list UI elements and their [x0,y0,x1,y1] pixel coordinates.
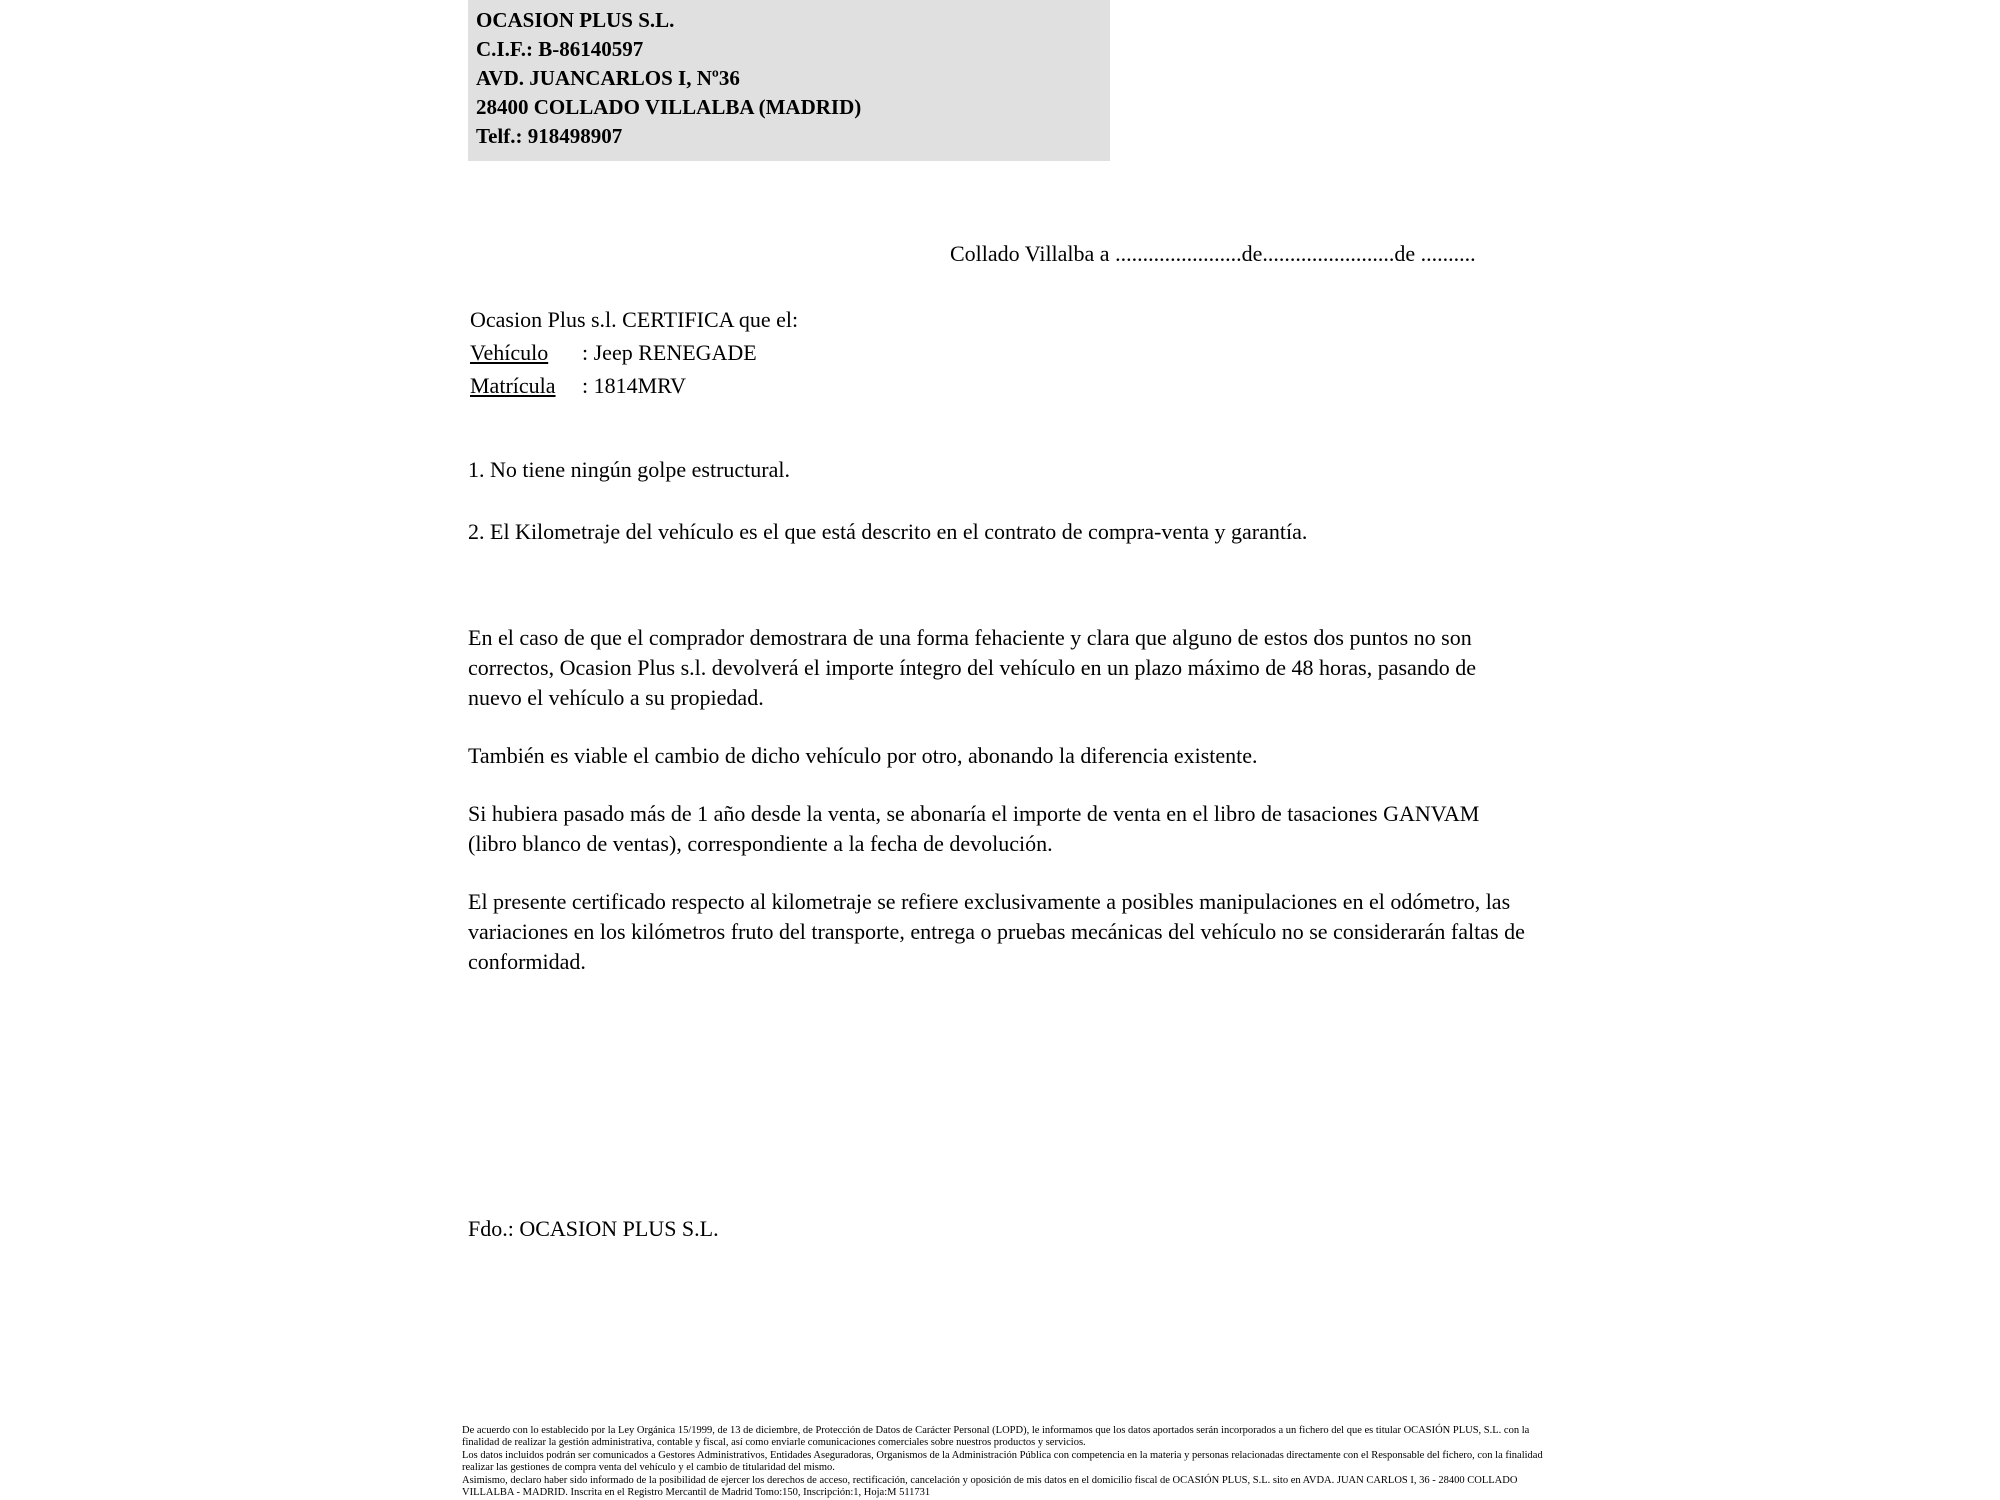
vehicle-label: Vehículo [470,340,549,365]
paragraph-refund: En el caso de que el comprador demostrara de una forma fehaciente y clara que alguno de estos dos puntos no son correctos, Ocasion Plus s.l. devolverá el importe íntegro del vehículo en un plazo máximo de 48 horas, pasando de nuevo el vehículo a su propiedad. [468,625,1477,710]
point-1: 1. No tiene ningún golpe estructural. [468,457,790,482]
certified-points [468,455,1668,579]
point-2: 2. El Kilometraje del vehículo es el que está descrito en el contrato de compra-venta y garantía. [468,519,1308,544]
signature-line: Fdo.: OCASION PLUS S.L. [468,1216,719,1241]
vehicle-value: : Jeep RENEGADE [582,340,757,365]
legal-footer [462,1425,1552,1499]
legal-paragraph-3: Asimismo, declaro haber sido informado de la posibilidad de ejercer los derechos de acceso, rectificación, cancelación y oposición de mis datos en el domicilio fiscal de OCASIÓN PLUS, S.L. sito en AVDA. JUAN CARLOS I, 36 - 28400 COLLADO VILLALBA - MADRID. Inscrita en el Registro Mercantil de Madrid Tomo:150, Inscripción:1, Hoja:M 511731 [462,1474,1518,1499]
legal-paragraph-1: De acuerdo con lo establecido por la Ley Orgánica 15/1999, de 13 de diciembre, de Protección de Datos de Carácter Personal (LOPD), le informamos que los datos aportados serán incorporados a un fichero del que es titular OCASIÓN PLUS, S.L. con la finalidad de realizar la gestión administrativa, contable y fiscal, así como enviarle comunicaciones comerciales sobre nuestros productos y servicios. [462,1425,1530,1449]
certifies-intro: Ocasion Plus s.l. CERTIFICA que el: [470,307,799,332]
plate-label: Matrícula [470,373,556,398]
company-city: 28400 COLLADO VILLALBA (MADRID) [476,95,862,119]
plate-value: : 1814MRV [582,373,686,398]
letterhead-block [468,0,1110,161]
company-address: AVD. JUANCARLOS I, Nº36 [476,66,740,90]
company-name: OCASION PLUS S.L. [476,8,675,32]
paragraph-exchange: También es viable el cambio de dicho vehículo por otro, abonando la diferencia existente. [468,743,1258,768]
legal-paragraph-2: Los datos incluidos podrán ser comunicados a Gestores Administrativos, Entidades Aseguradoras, Organismos de la Administración Pública con competencia en la materia y personas relacionadas directamente con el Responsable del fichero, con la finalidad realizar las gestiones de compra venta del vehículo y el cambio de titularidad del mismo. [462,1449,1543,1474]
body-paragraphs [468,623,1530,1005]
paragraph-one-year: Si hubiera pasado más de 1 año desde la venta, se abonaría el importe de venta en el libro de tasaciones GANVAM (libro blanco de ventas), correspondiente a la fecha de devolución. [468,801,1480,856]
paragraph-odometer: El presente certificado respecto al kilometraje se refiere exclusivamente a posibles manipulaciones en el odómetro, las variaciones en los kilómetros fruto del transporte, entrega o pruebas mecánicas del vehículo no se considerarán faltas de conformidad. [468,889,1525,974]
vehicle-row [470,336,798,369]
company-phone: Telf.: 918498907 [476,124,623,148]
company-cif: C.I.F.: B-86140597 [476,37,644,61]
certifies-block [470,303,798,402]
date-line: Collado Villalba a .......................de........................de .......... [950,241,1476,266]
plate-row [470,369,798,402]
